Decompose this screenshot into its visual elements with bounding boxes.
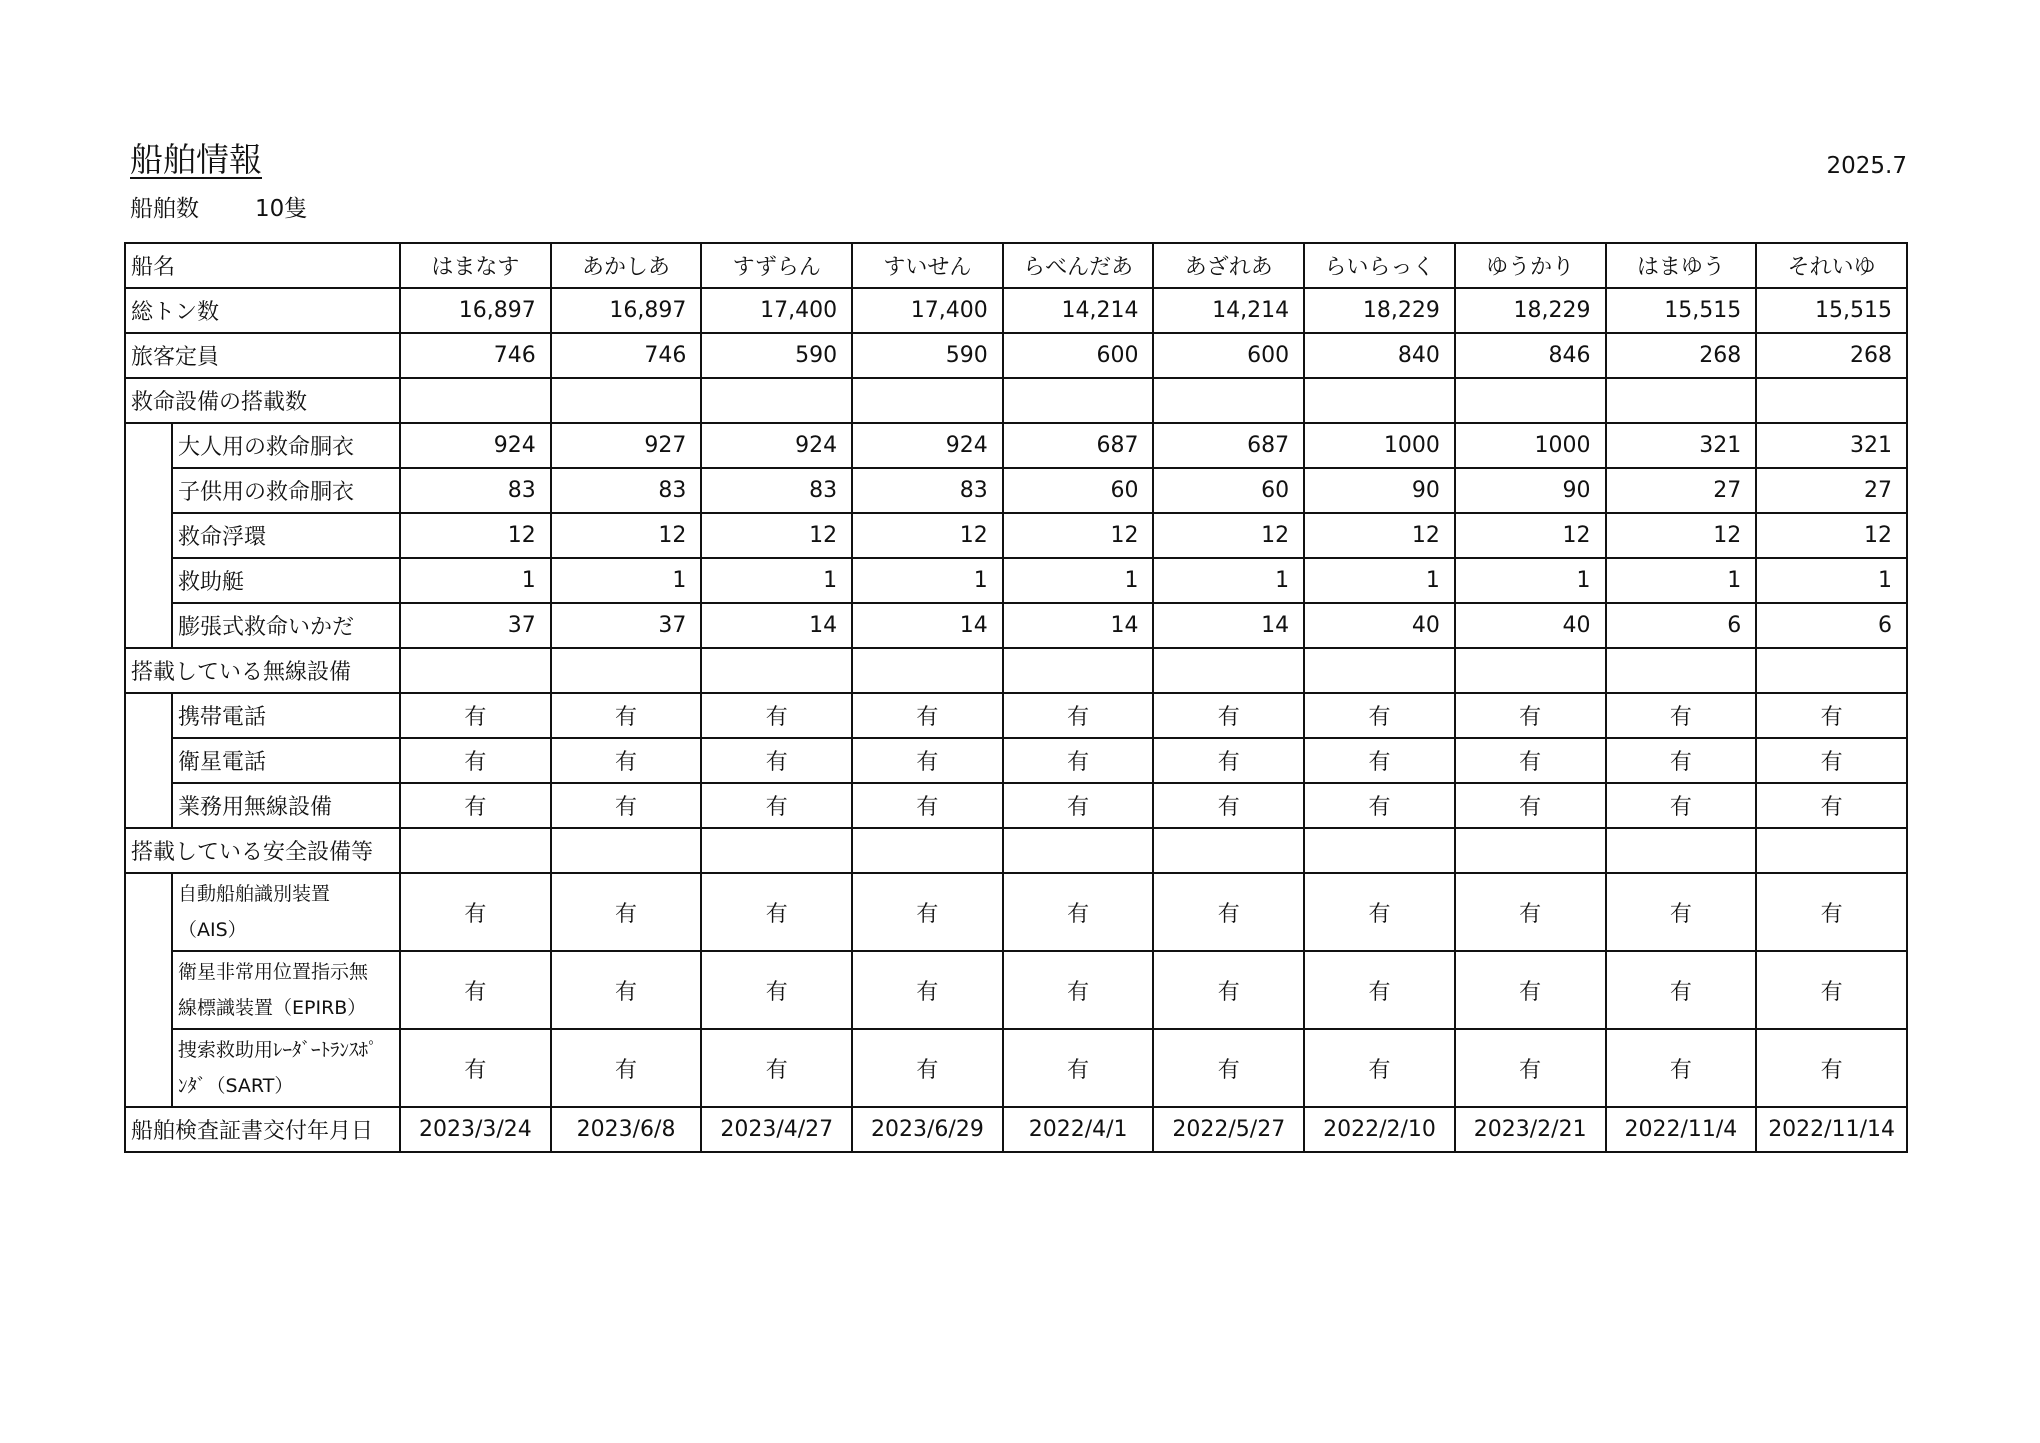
certificate-date: 2022/11/14: [1756, 1107, 1907, 1152]
radio-item-value: 有: [1153, 738, 1304, 783]
radio-group-empty-cell: [701, 648, 852, 693]
safety-group-empty-cell: [1756, 828, 1907, 873]
lifesaving-group-empty-cell: [1756, 378, 1907, 423]
lifesaving-item-value: 12: [400, 513, 551, 558]
radio-item-value: 有: [551, 738, 702, 783]
safety-item-value: 有: [701, 1029, 852, 1107]
certificate-label: 船舶検査証書交付年月日: [125, 1107, 400, 1152]
radio-group-empty-cell: [1606, 648, 1757, 693]
lifesaving-item-value: 14: [701, 603, 852, 648]
lifesaving-item-value: 321: [1756, 423, 1907, 468]
lifesaving-item-value: 83: [551, 468, 702, 513]
safety-item-value: 有: [400, 951, 551, 1029]
lifesaving-item-value: 90: [1304, 468, 1455, 513]
safety-item-value: 有: [852, 873, 1003, 951]
certificate-date: 2022/4/1: [1003, 1107, 1154, 1152]
lifesaving-item-value: 40: [1455, 603, 1606, 648]
safety-item-value: 有: [1304, 873, 1455, 951]
ship-name-cell: ゆうかり: [1455, 243, 1606, 288]
lifesaving-item-value: 37: [400, 603, 551, 648]
tonnage-value: 15,515: [1606, 288, 1757, 333]
certificate-date: 2022/11/4: [1606, 1107, 1757, 1152]
safety-item-value: 有: [1003, 951, 1154, 1029]
safety-item-value: 有: [1304, 951, 1455, 1029]
radio-item-value: 有: [1003, 738, 1154, 783]
certificate-row: [125, 1107, 1907, 1152]
ship-name-cell: あざれあ: [1153, 243, 1304, 288]
radio-item-label: 携帯電話: [172, 693, 400, 738]
safety-group-label: 搭載している安全設備等: [125, 828, 400, 873]
radio-item-value: 有: [1756, 693, 1907, 738]
lifesaving-item-value: 12: [1756, 513, 1907, 558]
radio-item-value: 有: [1153, 783, 1304, 828]
radio-group-empty-cell: [1304, 648, 1455, 693]
capacity-value: 268: [1756, 333, 1907, 378]
radio-item-value: 有: [852, 738, 1003, 783]
lifesaving-item-value: 687: [1003, 423, 1154, 468]
safety-item-value: 有: [551, 873, 702, 951]
safety-item-value: 有: [701, 951, 852, 1029]
radio-item-row: [125, 738, 1907, 783]
lifesaving-item-value: 321: [1606, 423, 1757, 468]
lifesaving-item-value: 60: [1003, 468, 1154, 513]
certificate-date: 2023/2/21: [1455, 1107, 1606, 1152]
radio-item-value: 有: [1606, 693, 1757, 738]
tonnage-row: [125, 288, 1907, 333]
lifesaving-item-value: 12: [1304, 513, 1455, 558]
tonnage-value: 17,400: [701, 288, 852, 333]
lifesaving-item-value: 1: [852, 558, 1003, 603]
lifesaving-item-label: 子供用の救命胴衣: [172, 468, 400, 513]
safety-item-value: 有: [1003, 1029, 1154, 1107]
safety-item-value: 有: [1003, 873, 1154, 951]
lifesaving-item-value: 6: [1756, 603, 1907, 648]
safety-item-value: 有: [1756, 873, 1907, 951]
lifesaving-group-label: 救命設備の搭載数: [125, 378, 400, 423]
lifesaving-item-value: 1: [1304, 558, 1455, 603]
safety-item-value: 有: [400, 1029, 551, 1107]
certificate-date: 2022/5/27: [1153, 1107, 1304, 1152]
lifesaving-item-value: 1: [551, 558, 702, 603]
certificate-date: 2023/6/29: [852, 1107, 1003, 1152]
ship-info-table: [124, 242, 1908, 1153]
safety-group-empty-cell: [400, 828, 551, 873]
capacity-value: 590: [701, 333, 852, 378]
safety-item-row: [125, 873, 1907, 951]
tonnage-label: 総トン数: [125, 288, 400, 333]
ship-name-label: 船名: [125, 243, 400, 288]
radio-item-value: 有: [1606, 738, 1757, 783]
radio-item-value: 有: [1455, 783, 1606, 828]
lifesaving-group-empty-cell: [1304, 378, 1455, 423]
tonnage-value: 15,515: [1756, 288, 1907, 333]
safety-item-label: 衛星非常用位置指示無線標識装置（EPIRB）: [172, 951, 400, 1029]
capacity-value: 840: [1304, 333, 1455, 378]
certificate-date: 2022/2/10: [1304, 1107, 1455, 1152]
safety-item-value: 有: [551, 1029, 702, 1107]
safety-item-value: 有: [1606, 951, 1757, 1029]
radio-item-value: 有: [1455, 738, 1606, 783]
radio-item-value: 有: [1606, 783, 1757, 828]
radio-item-label: 衛星電話: [172, 738, 400, 783]
radio-item-row: [125, 693, 1907, 738]
lifesaving-item-value: 1: [1153, 558, 1304, 603]
lifesaving-item-value: 12: [1606, 513, 1757, 558]
safety-item-value: 有: [551, 951, 702, 1029]
lifesaving-group-empty-cell: [852, 378, 1003, 423]
lifesaving-group-empty-cell: [1606, 378, 1757, 423]
safety-item-value: 有: [400, 873, 551, 951]
tonnage-value: 18,229: [1455, 288, 1606, 333]
safety-group-empty-cell: [1304, 828, 1455, 873]
lifesaving-item-value: 1: [1003, 558, 1154, 603]
capacity-value: 590: [852, 333, 1003, 378]
lifesaving-group-row: [125, 378, 1907, 423]
radio-item-value: 有: [400, 783, 551, 828]
ship-name-cell: あかしあ: [551, 243, 702, 288]
safety-item-value: 有: [701, 873, 852, 951]
lifesaving-item-value: 14: [1153, 603, 1304, 648]
radio-group-label: 搭載している無線設備: [125, 648, 400, 693]
safety-item-row: [125, 1029, 1907, 1107]
lifesaving-group-empty-cell: [1003, 378, 1154, 423]
lifesaving-item-value: 1000: [1455, 423, 1606, 468]
radio-group-empty-cell: [1003, 648, 1154, 693]
lifesaving-item-value: 1: [701, 558, 852, 603]
lifesaving-group-empty-cell: [1153, 378, 1304, 423]
safety-item-value: 有: [1756, 1029, 1907, 1107]
lifesaving-item-value: 14: [1003, 603, 1154, 648]
lifesaving-item-value: 924: [701, 423, 852, 468]
certificate-date: 2023/6/8: [551, 1107, 702, 1152]
lifesaving-item-value: 90: [1455, 468, 1606, 513]
safety-item-value: 有: [1606, 1029, 1757, 1107]
lifesaving-item-row: [125, 603, 1907, 648]
safety-group-empty-cell: [1606, 828, 1757, 873]
safety-group-empty-cell: [1153, 828, 1304, 873]
capacity-label: 旅客定員: [125, 333, 400, 378]
tonnage-value: 14,214: [1153, 288, 1304, 333]
radio-item-value: 有: [400, 738, 551, 783]
ship-name-cell: らいらっく: [1304, 243, 1455, 288]
lifesaving-item-value: 14: [852, 603, 1003, 648]
radio-item-value: 有: [701, 783, 852, 828]
safety-group-empty-cell: [1003, 828, 1154, 873]
radio-item-value: 有: [1304, 738, 1455, 783]
table-header-row: [125, 243, 1907, 288]
safety-group-empty-cell: [701, 828, 852, 873]
lifesaving-item-value: 687: [1153, 423, 1304, 468]
lifesaving-item-row: [125, 513, 1907, 558]
radio-item-value: 有: [1003, 783, 1154, 828]
lifesaving-item-value: 6: [1606, 603, 1757, 648]
safety-item-value: 有: [1153, 1029, 1304, 1107]
radio-item-value: 有: [551, 783, 702, 828]
radio-group-empty-cell: [400, 648, 551, 693]
radio-item-value: 有: [400, 693, 551, 738]
lifesaving-item-value: 12: [551, 513, 702, 558]
ship-name-cell: らべんだあ: [1003, 243, 1154, 288]
lifesaving-item-value: 12: [701, 513, 852, 558]
lifesaving-item-value: 1: [400, 558, 551, 603]
lifesaving-item-value: 1: [1756, 558, 1907, 603]
radio-item-value: 有: [852, 693, 1003, 738]
radio-group-empty-cell: [1153, 648, 1304, 693]
tonnage-value: 14,214: [1003, 288, 1154, 333]
lifesaving-item-value: 12: [852, 513, 1003, 558]
ship-name-cell: はまゆう: [1606, 243, 1757, 288]
lifesaving-item-value: 924: [400, 423, 551, 468]
radio-group-empty-cell: [551, 648, 702, 693]
ship-count: [130, 193, 307, 225]
page-title: 船舶情報: [130, 140, 262, 179]
safety-item-value: 有: [1756, 951, 1907, 1029]
safety-group-empty-cell: [551, 828, 702, 873]
lifesaving-item-value: 40: [1304, 603, 1455, 648]
ship-count-value: 10隻: [255, 196, 308, 222]
safety-item-value: 有: [1153, 951, 1304, 1029]
lifesaving-item-value: 1: [1606, 558, 1757, 603]
safety-item-label: 捜索救助用ﾚｰﾀﾞｰﾄﾗﾝｽﾎﾟﾝﾀﾞ（SART）: [172, 1029, 400, 1107]
lifesaving-item-value: 27: [1606, 468, 1757, 513]
lifesaving-item-value: 1: [1455, 558, 1606, 603]
lifesaving-item-label: 膨張式救命いかだ: [172, 603, 400, 648]
lifesaving-item-value: 37: [551, 603, 702, 648]
radio-item-value: 有: [1304, 783, 1455, 828]
safety-item-value: 有: [852, 951, 1003, 1029]
capacity-value: 846: [1455, 333, 1606, 378]
lifesaving-item-row: [125, 468, 1907, 513]
capacity-value: 746: [551, 333, 702, 378]
radio-item-value: 有: [1003, 693, 1154, 738]
indent-cell: [125, 693, 172, 828]
safety-item-value: 有: [852, 1029, 1003, 1107]
radio-item-value: 有: [1756, 738, 1907, 783]
radio-item-value: 有: [1153, 693, 1304, 738]
ship-name-cell: それいゆ: [1756, 243, 1907, 288]
tonnage-value: 16,897: [400, 288, 551, 333]
safety-item-row: [125, 951, 1907, 1029]
lifesaving-item-value: 83: [701, 468, 852, 513]
lifesaving-item-value: 12: [1153, 513, 1304, 558]
radio-item-value: 有: [852, 783, 1003, 828]
lifesaving-group-empty-cell: [400, 378, 551, 423]
lifesaving-item-value: 83: [400, 468, 551, 513]
safety-item-value: 有: [1606, 873, 1757, 951]
tonnage-value: 16,897: [551, 288, 702, 333]
radio-group-empty-cell: [852, 648, 1003, 693]
certificate-date: 2023/4/27: [701, 1107, 852, 1152]
ship-name-cell: すずらん: [701, 243, 852, 288]
tonnage-value: 17,400: [852, 288, 1003, 333]
lifesaving-item-value: 27: [1756, 468, 1907, 513]
radio-item-value: 有: [1756, 783, 1907, 828]
safety-item-value: 有: [1455, 873, 1606, 951]
capacity-value: 746: [400, 333, 551, 378]
safety-group-empty-cell: [1455, 828, 1606, 873]
lifesaving-item-value: 60: [1153, 468, 1304, 513]
lifesaving-item-label: 救命浮環: [172, 513, 400, 558]
lifesaving-item-value: 927: [551, 423, 702, 468]
ship-name-cell: すいせん: [852, 243, 1003, 288]
lifesaving-item-label: 救助艇: [172, 558, 400, 603]
radio-group-empty-cell: [1455, 648, 1606, 693]
document-date: 2025.7: [1826, 153, 1907, 179]
ship-name-cell: はまなす: [400, 243, 551, 288]
indent-cell: [125, 423, 172, 648]
lifesaving-item-value: 12: [1455, 513, 1606, 558]
capacity-value: 268: [1606, 333, 1757, 378]
safety-item-label: 自動船舶識別装置（AIS）: [172, 873, 400, 951]
lifesaving-group-empty-cell: [701, 378, 852, 423]
lifesaving-group-empty-cell: [1455, 378, 1606, 423]
capacity-value: 600: [1153, 333, 1304, 378]
lifesaving-item-value: 83: [852, 468, 1003, 513]
indent-cell: [125, 873, 172, 1107]
safety-item-value: 有: [1153, 873, 1304, 951]
radio-group-empty-cell: [1756, 648, 1907, 693]
safety-item-value: 有: [1455, 951, 1606, 1029]
safety-group-row: [125, 828, 1907, 873]
radio-item-value: 有: [701, 693, 852, 738]
radio-item-row: [125, 783, 1907, 828]
certificate-date: 2023/3/24: [400, 1107, 551, 1152]
capacity-value: 600: [1003, 333, 1154, 378]
capacity-row: [125, 333, 1907, 378]
radio-item-value: 有: [701, 738, 852, 783]
radio-group-row: [125, 648, 1907, 693]
radio-item-value: 有: [1304, 693, 1455, 738]
lifesaving-item-row: [125, 558, 1907, 603]
lifesaving-item-value: 12: [1003, 513, 1154, 558]
radio-item-value: 有: [551, 693, 702, 738]
ship-count-label: 船舶数: [130, 196, 199, 222]
radio-item-value: 有: [1455, 693, 1606, 738]
lifesaving-item-row: [125, 423, 1907, 468]
lifesaving-item-value: 924: [852, 423, 1003, 468]
safety-item-value: 有: [1304, 1029, 1455, 1107]
lifesaving-item-value: 1000: [1304, 423, 1455, 468]
safety-group-empty-cell: [852, 828, 1003, 873]
radio-item-label: 業務用無線設備: [172, 783, 400, 828]
ship-info-table-body: [125, 243, 1907, 1152]
tonnage-value: 18,229: [1304, 288, 1455, 333]
safety-item-value: 有: [1455, 1029, 1606, 1107]
lifesaving-item-label: 大人用の救命胴衣: [172, 423, 400, 468]
lifesaving-group-empty-cell: [551, 378, 702, 423]
